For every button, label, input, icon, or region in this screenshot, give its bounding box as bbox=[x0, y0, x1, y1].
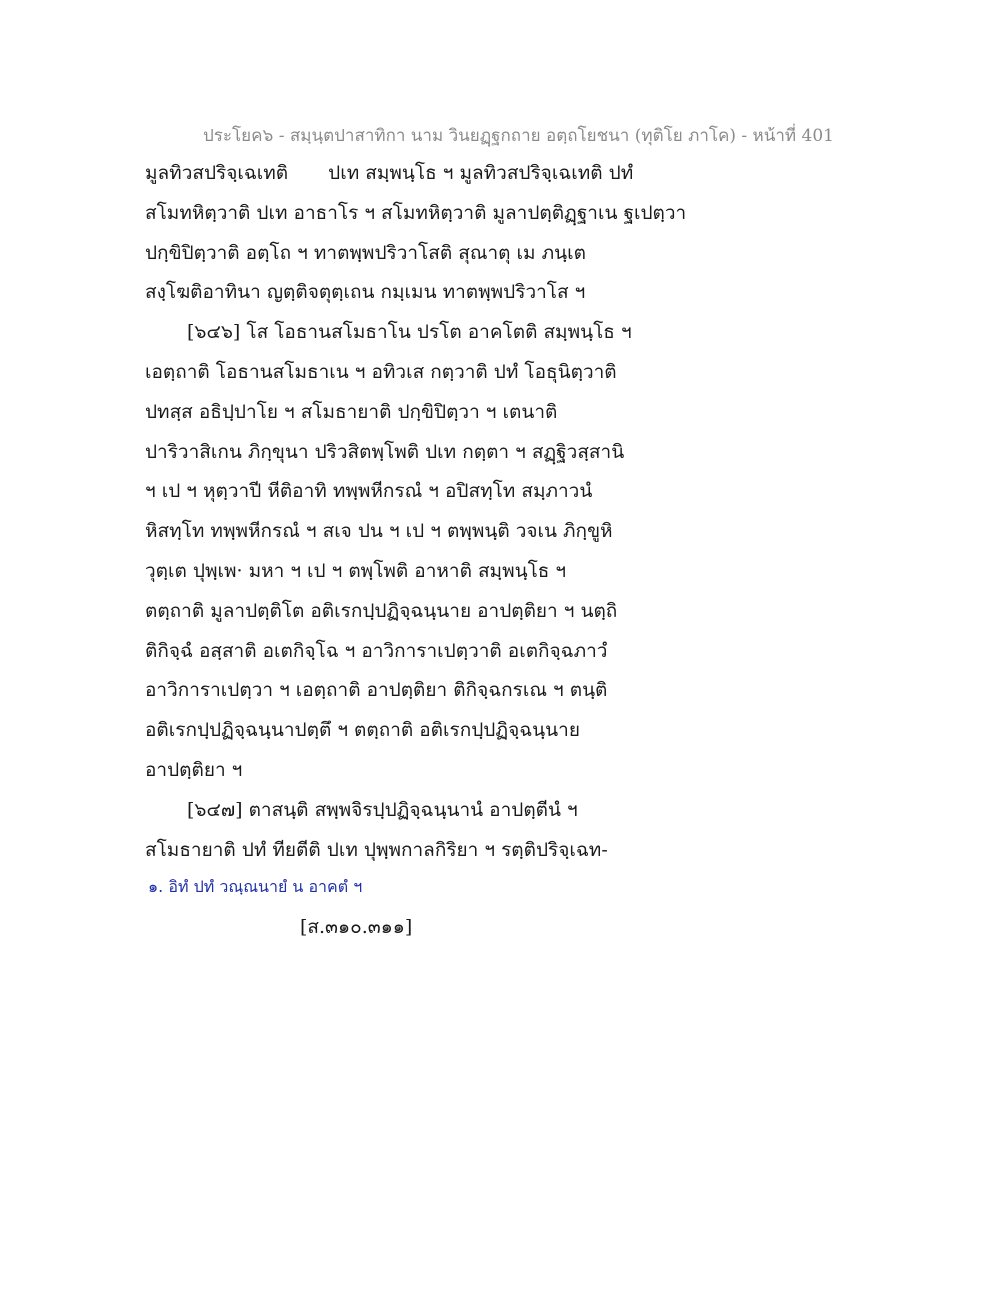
text-line: อาวิการาเปตฺวา ฯ เอตฺถาติ อาปตฺติยา ติกิจฺฉกรเณ ฯ ตนฺติ bbox=[145, 679, 608, 702]
text-line: สงฺโฆติอาทินา ญตฺติจตุตฺเถน กมฺเมน ทาตพฺพปริวาโส ฯ bbox=[145, 281, 586, 304]
text-line: อติเรกปฺปฏิจฺฉนฺนาปตฺตึ ฯ ตตฺถาติ อติเรกปฺปฏิจฺฉนฺนาย bbox=[145, 719, 580, 742]
page-header: ประโยค๖ - สมฺนฺตปาสาทิกา นาม วินยฏฺฐกถาย อตฺถโยชนา (ทุติโย ภาโค) - หน้าที่ 401 bbox=[203, 126, 834, 146]
text-line: ติกิจฺฉํ อสฺสาติ อเตกิจฺโฉ ฯ อาวิการาเปตฺวาติ อเตกิจฺฉภาวํ bbox=[145, 639, 608, 662]
paragraph-start-line: [๖๔๗] ตาสนฺติ สพฺพจิรปฺปฏิจฺฉนฺนานํ อาปตฺตีนํ ฯ bbox=[187, 798, 578, 821]
text-line: ปาริวาสิเกน ภิกฺขุนา ปริวสิตพฺโพติ ปเท กตฺตา ฯ สฏฺฐิวสฺสานิ bbox=[145, 440, 625, 463]
text-line: ตตฺถาติ มูลาปตฺติโต อติเรกปฺปฏิจฺฉนฺนาย อาปตฺติยา ฯ นตฺถิ bbox=[145, 599, 618, 622]
text-line: ฯ เป ฯ หุตฺวาปี หีติอาทิ ทพฺพหีกรณํ ฯ อปิสทฺโท สมฺภาวนํ bbox=[145, 480, 593, 503]
text-line: หิสทฺโท ทพฺพหีกรณํ ฯ สเจ ปน ฯ เป ฯ ตพฺพนฺติ วจเน ภิกฺขูหิ bbox=[145, 520, 613, 543]
text-line: เอตฺถาติ โอธานสโมธาเน ฯ อทิวเส กตฺวาติ ปทํ โอธุนิตฺวาติ bbox=[145, 360, 617, 383]
text-line: ปกฺขิปิตฺวาติ อตฺโถ ฯ ทาตพฺพปริวาโสติ สุณาตุ เม ภนฺเต bbox=[145, 241, 586, 264]
text-line: อาปตฺติยา ฯ bbox=[145, 758, 243, 781]
text-segment: มูลทิวสปริจฺเฉเทติ bbox=[145, 162, 289, 184]
paragraph-start-line: [๖๔๖] โส โอธานสโมธาโน ปรโต อาคโตติ สมฺพนฺโธ ฯ bbox=[187, 321, 632, 344]
footnote: ๑. อิทํ ปทํ วณฺณนายํ น อาคตํ ฯ bbox=[148, 877, 363, 896]
page-reference: [ส.๓๑๐.๓๑๑] bbox=[300, 916, 413, 938]
text-line: วุตฺเต ปุพฺเพ· มหา ฯ เป ฯ ตพฺโพติ อาหาติ สมฺพนฺโธ ฯ bbox=[145, 559, 567, 582]
text-line bbox=[145, 154, 845, 194]
text-segment: ปเท สมฺพนฺโธ ฯ มูลทิวสปริจฺเฉเทติ ปทํ bbox=[328, 162, 634, 184]
text-line: สโมธายาติ ปทํ ทียตีติ ปเท ปุพฺพกาลกิริยา ฯ รตฺติปริจฺเฉท- bbox=[145, 838, 608, 861]
text-line: สโมทหิตฺวาติ ปเท อาธาโร ฯ สโมทหิตฺวาติ มูลาปตฺติฏฺฐาเน ฐเปตฺวา bbox=[145, 201, 687, 224]
text-line: ปทสฺส อธิปฺปาโย ฯ สโมธายาติ ปกฺขิปิตฺวา ฯ เตนาติ bbox=[145, 400, 558, 423]
body-text bbox=[145, 154, 845, 870]
